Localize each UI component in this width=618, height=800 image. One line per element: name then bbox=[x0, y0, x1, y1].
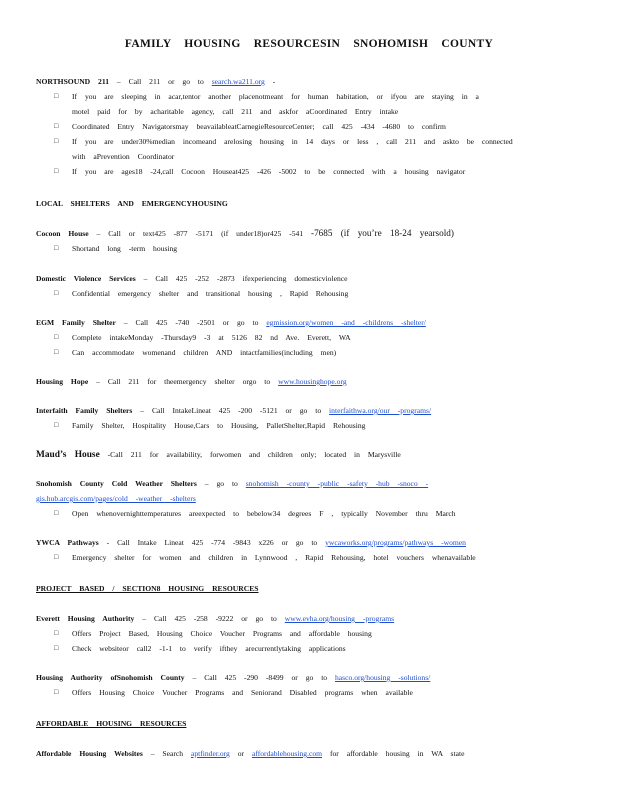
northsound-bullet-text: If you are under30%median incomeand arelosing housing in 14 days or less , call 211 and askto be connected bbox=[72, 137, 513, 146]
affordablehousing-link[interactable]: affordablehousing.com bbox=[251, 749, 323, 758]
northsound-section bbox=[36, 74, 578, 179]
ywca-section bbox=[36, 535, 578, 565]
affordable-name: Affordable Housing Websites bbox=[36, 749, 143, 758]
checkbox-bullet-icon: □ bbox=[54, 167, 59, 175]
list-item bbox=[36, 330, 578, 345]
everett-bullet-text: Check websiteor call2 -1-1 to verify ifthey arecurrentlytaking applications bbox=[72, 644, 346, 653]
dvs-text: – Call 425 -252 -2873 ifexperiencing domesticviolence bbox=[135, 274, 348, 283]
cold-weather-name: Snohomish County Cold Weather Shelters bbox=[36, 479, 197, 488]
affordable-section bbox=[36, 746, 578, 761]
egm-name: EGM Family Shelter bbox=[36, 318, 116, 327]
northsound-link[interactable]: search.wa211.org bbox=[211, 77, 265, 86]
affordable-heading: AFFORDABLE HOUSING RESOURCES bbox=[36, 719, 187, 728]
northsound-bullet-continuation: motel paid for by acharitable agency, call 211 and askfor aCoordinated Entry intake bbox=[72, 107, 399, 116]
list-item bbox=[36, 134, 578, 149]
aptfinder-link[interactable]: aptfinder.org bbox=[190, 749, 230, 758]
cocoon-name: Cocoon House bbox=[36, 229, 89, 238]
affordable-or-text: or bbox=[229, 749, 252, 758]
hasco-link[interactable]: hasco.org/housing -solutions/ bbox=[335, 673, 431, 682]
interfaith-text: – Call IntakeLineat 425 -200 -5121 or go to bbox=[132, 406, 330, 415]
everett-text: – Call 425 -258 -9222 or go to bbox=[134, 614, 285, 623]
northsound-bullet-text: Coordinated Entry Navigatorsmay beavailableatCarnegieResourceCenter; call 425 -434 -4680 to confirm bbox=[72, 122, 446, 131]
checkbox-bullet-icon: □ bbox=[54, 644, 59, 652]
hasco-name: Housing Authority ofSnohomish County bbox=[36, 673, 185, 682]
cocoon-bullet-text: Shortand long -term housing bbox=[72, 244, 178, 253]
northsound-bullet-continuation: with aPrevention Coordinator bbox=[72, 152, 175, 161]
northsound-bullet-text: If you are ages18 -24,call Cocoon Houseat425 -426 -5002 to be connected with a housing navigator bbox=[72, 167, 466, 176]
cold-weather-section bbox=[36, 476, 578, 521]
checkbox-bullet-icon: □ bbox=[54, 348, 59, 356]
list-item bbox=[36, 641, 578, 656]
ywca-link[interactable]: ywcaworks.org/programs/pathways -women bbox=[325, 538, 466, 547]
checkbox-bullet-icon: □ bbox=[54, 688, 59, 696]
interfaith-bullet-text: Family Shelter, Hospitality House,Cars to Housing, PalletShelter,Rapid Rehousing bbox=[72, 421, 366, 430]
checkbox-bullet-icon: □ bbox=[54, 92, 59, 100]
interfaith-link[interactable]: interfaithwa.org/our -programs/ bbox=[329, 406, 432, 415]
checkbox-bullet-icon: □ bbox=[54, 421, 59, 429]
egm-section bbox=[36, 315, 578, 360]
cold-weather-text: – go to bbox=[196, 479, 246, 488]
cocoon-section bbox=[36, 226, 578, 256]
hasco-text: – Call 425 -290 -8499 or go to bbox=[184, 673, 335, 682]
list-item bbox=[36, 418, 578, 433]
local-shelters-heading: LOCAL SHELTERS AND EMERGENCYHOUSING bbox=[36, 199, 228, 208]
hasco-bullet-text: Offers Housing Choice Voucher Programs and Seniorand Disabled programs when available bbox=[72, 688, 413, 697]
list-item bbox=[36, 119, 578, 134]
egm-link[interactable]: egmission.org/women -and -childrens -shelter/ bbox=[266, 318, 426, 327]
checkbox-bullet-icon: □ bbox=[54, 122, 59, 130]
checkbox-bullet-icon: □ bbox=[54, 629, 59, 637]
northsound-heading: NORTHSOUND 211 bbox=[36, 77, 110, 86]
ywca-name: YWCA Pathways bbox=[36, 538, 99, 547]
housing-hope-link[interactable]: www.housinghope.org bbox=[278, 377, 347, 386]
project-based-heading: PROJECT BASED / SECTION8 HOUSING RESOURCES bbox=[36, 584, 259, 593]
everett-bullet-text: Offers Project Based, Housing Choice Voucher Programs and affordable housing bbox=[72, 629, 372, 638]
list-item bbox=[36, 685, 578, 700]
housing-hope-section bbox=[36, 374, 578, 389]
egm-text: – Call 425 -740 -2501 or go to bbox=[115, 318, 267, 327]
egm-bullet-text: Complete intakeMonday -Thursday9 -3 at 5126 82 nd Ave. Everett, WA bbox=[72, 333, 351, 342]
list-item bbox=[36, 550, 578, 565]
list-item bbox=[36, 164, 578, 179]
everett-name: Everett Housing Authority bbox=[36, 614, 135, 623]
mauds-section bbox=[36, 447, 578, 463]
northsound-bullet-text: If you are sleeping in acar,tentor another placenotmeant for human habitation, or ifyou are staying in a bbox=[72, 92, 479, 101]
checkbox-bullet-icon: □ bbox=[54, 137, 59, 145]
list-item bbox=[36, 506, 578, 521]
cold-weather-link[interactable]: snohomish -county -public -safety -hub -snoco - bbox=[245, 479, 429, 488]
list-item bbox=[36, 241, 578, 256]
list-item bbox=[36, 89, 578, 104]
interfaith-section bbox=[36, 403, 578, 433]
list-item bbox=[36, 286, 578, 301]
affordable-text: – Search bbox=[142, 749, 191, 758]
page-title: FAMILY HOUSING RESOURCESIN SNOHOMISH COUNTY bbox=[124, 38, 494, 50]
cocoon-text: – Call or text425 -877 -5171 (if under18)or425 -541 bbox=[88, 229, 312, 238]
northsound-text: – Call 211 or go to bbox=[109, 77, 212, 86]
affordable-tail-text: for affordable housing in WA state bbox=[322, 749, 465, 758]
interfaith-name: Interfaith Family Shelters bbox=[36, 406, 133, 415]
housing-hope-name: Housing Hope bbox=[36, 377, 89, 386]
northsound-tail: - bbox=[264, 77, 276, 86]
hasco-section bbox=[36, 670, 578, 700]
dvs-bullet-text: Confidential emergency shelter and transitional housing , Rapid Rehousing bbox=[72, 289, 349, 298]
cold-weather-link-cont[interactable]: gis.hub.arcgis.com/pages/cold -weather -shelters bbox=[36, 494, 196, 503]
everett-link[interactable]: www.evha.org/housing -programs bbox=[284, 614, 395, 623]
list-item bbox=[36, 345, 578, 360]
egm-bullet-text: Can accommodate womenand children AND intactfamilies(including men) bbox=[72, 348, 337, 357]
checkbox-bullet-icon: □ bbox=[54, 553, 59, 561]
cold-weather-bullet-text: Open whenovernighttemperatures areexpected to bebelow34 degrees F , typically November thru March bbox=[72, 509, 456, 518]
mauds-text: -Call 211 for availability, forwomen and children only; located in Marysville bbox=[99, 450, 401, 459]
checkbox-bullet-icon: □ bbox=[54, 333, 59, 341]
ywca-bullet-text: Emergency shelter for women and children in Lynnwood , Rapid Rehousing, hotel vouchers whenavailable bbox=[72, 553, 476, 562]
cocoon-age-text: -7685 (if you’re 18-24 yearsold) bbox=[311, 228, 454, 238]
checkbox-bullet-icon: □ bbox=[54, 289, 59, 297]
list-item bbox=[36, 626, 578, 641]
dvs-section bbox=[36, 271, 578, 301]
checkbox-bullet-icon: □ bbox=[54, 509, 59, 517]
mauds-name: Maud’s House bbox=[36, 450, 100, 460]
checkbox-bullet-icon: □ bbox=[54, 244, 59, 252]
everett-section bbox=[36, 611, 578, 656]
housing-hope-text: – Call 211 for theemergency shelter orgo to bbox=[88, 377, 279, 386]
dvs-name: Domestic Violence Services bbox=[36, 274, 136, 283]
ywca-text: - Call Intake Lineat 425 -774 -9843 x226 or go to bbox=[98, 538, 326, 547]
